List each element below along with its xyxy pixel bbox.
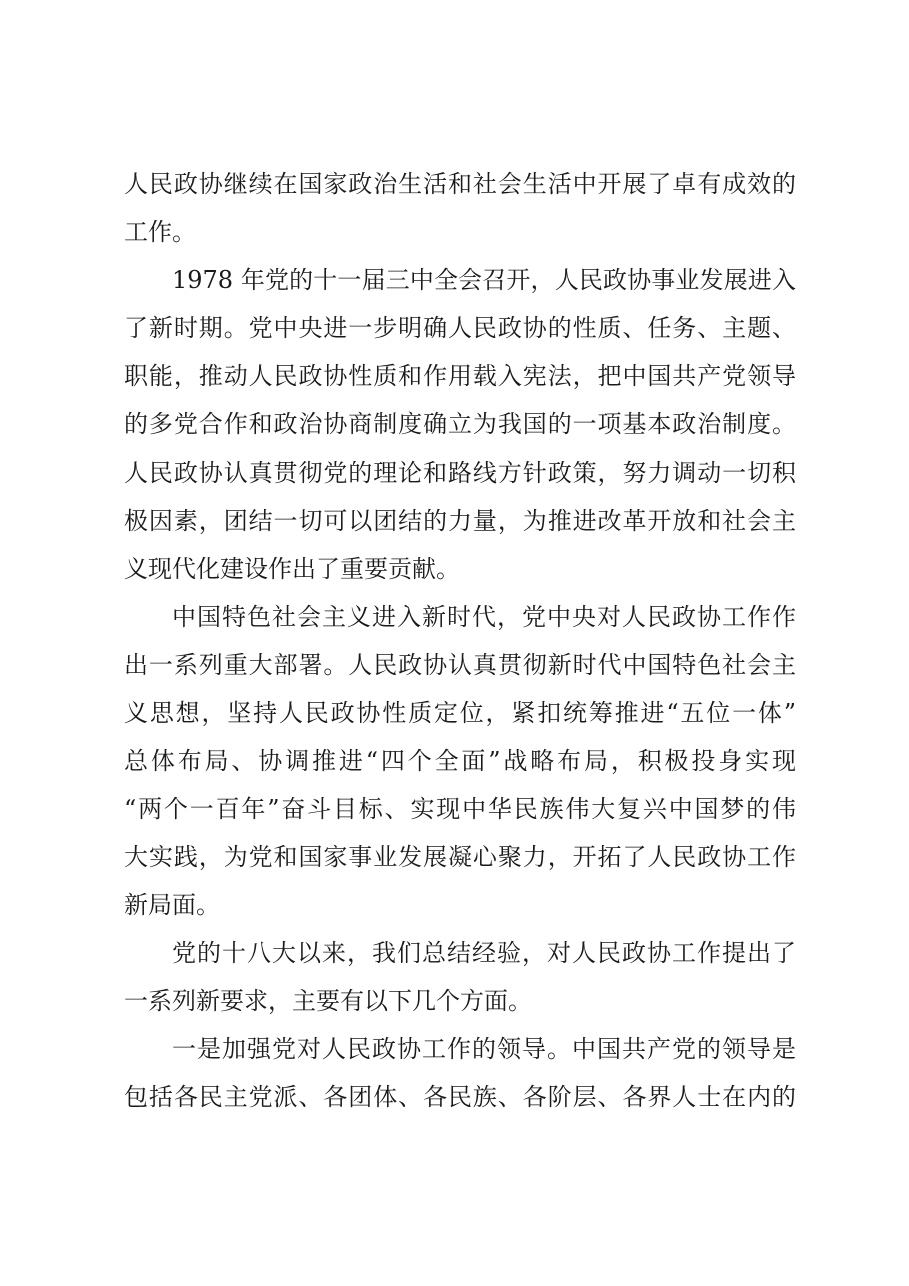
paragraph-line: 义现代化建设作出了重要贡献。 <box>124 555 460 583</box>
paragraph-line: “两个一百年”奋斗目标、实现中华民族伟大复兴中国梦的伟 <box>124 795 796 823</box>
paragraph-line: 职能，推动人民政协性质和作用载入宪法，把中国共产党领导 <box>124 362 796 390</box>
paragraph-line: 了新时期。党中央进一步明确人民政协的性质、任务、主题、 <box>124 314 796 342</box>
paragraph-line: 出一系列重大部署。人民政协认真贯彻新时代中国特色社会主 <box>124 651 796 679</box>
paragraph-line: 极因素，团结一切可以团结的力量，为推进改革开放和社会主 <box>124 507 796 535</box>
paragraph-line: 大实践，为党和国家事业发展凝心聚力，开拓了人民政协工作 <box>124 843 796 871</box>
paragraph-line: 人民政协认真贯彻党的理论和路线方针政策，努力调动一切积 <box>124 459 796 487</box>
paragraph-line: 总体布局、协调推进“四个全面”战略布局，积极投身实现 <box>124 747 796 775</box>
paragraph-line: 的多党合作和政治协商制度确立为我国的一项基本政治制度。 <box>124 410 796 438</box>
paragraph-line: 党的十八大以来，我们总结经验，对人民政协工作提出了 <box>172 939 796 967</box>
paragraph-line: 一是加强党对人民政协工作的领导。中国共产党的领导是 <box>172 1035 796 1063</box>
paragraph-line: 1978 年党的十一届三中全会召开，人民政协事业发展进入 <box>172 266 796 294</box>
paragraph-line: 一系列新要求，主要有以下几个方面。 <box>124 987 532 1015</box>
paragraph-line: 工作。 <box>124 218 196 246</box>
paragraph-line: 义思想，坚持人民政协性质定位，紧扣统筹推进“五位一体” <box>124 699 796 727</box>
paragraph-line: 人民政协继续在国家政治生活和社会生活中开展了卓有成效的 <box>124 170 796 198</box>
paragraph-line: 包括各民主党派、各团体、各民族、各阶层、各界人士在内的 <box>124 1083 796 1111</box>
paragraph-line: 中国特色社会主义进入新时代，党中央对人民政协工作作 <box>172 603 796 631</box>
paragraph-line: 新局面。 <box>124 891 220 919</box>
